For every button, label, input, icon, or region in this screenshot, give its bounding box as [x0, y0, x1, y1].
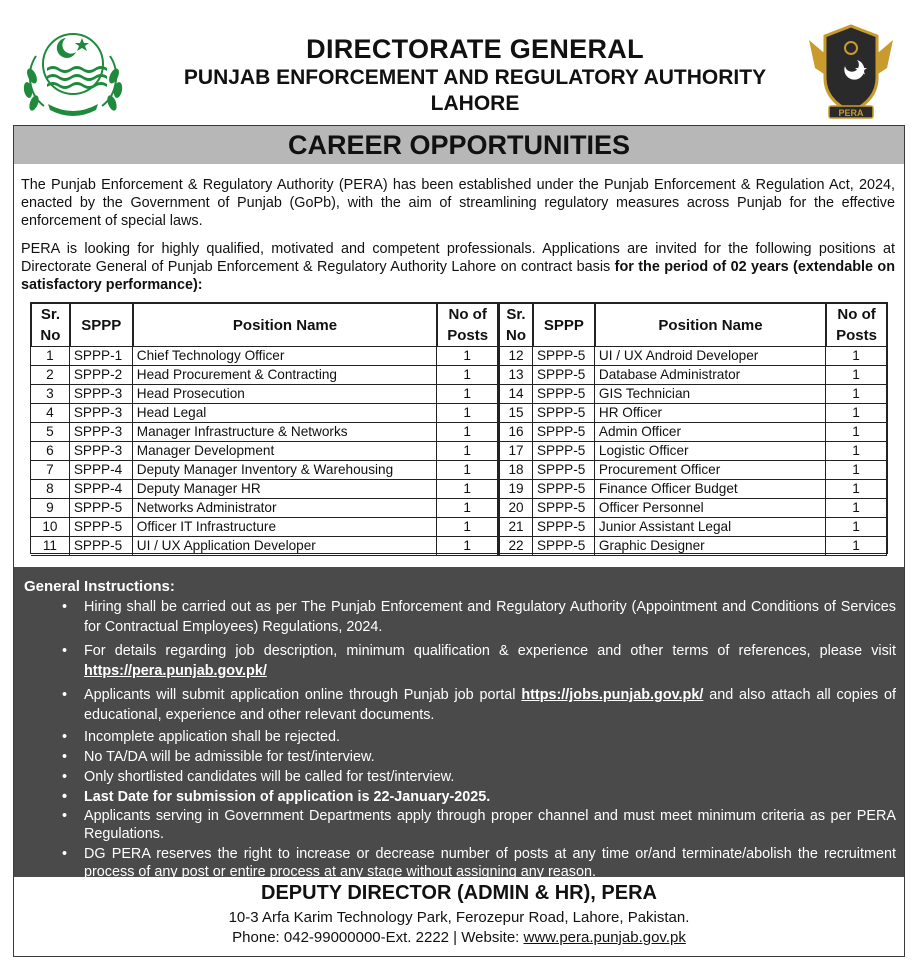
- positions-table: [30, 302, 888, 554]
- cell-sr-no: 6: [31, 442, 70, 461]
- cell-sr-no: 17: [498, 442, 533, 461]
- cell-sr-no: 3: [31, 385, 70, 404]
- pera-badge-icon: [805, 22, 897, 122]
- cell-sppp: SPPP-5: [70, 537, 133, 556]
- table-body: [31, 347, 887, 556]
- cell-position-name: Database Administrator: [595, 366, 826, 385]
- cell-sppp: SPPP-5: [533, 366, 595, 385]
- table-row: [31, 442, 887, 461]
- cell-sr-no: 1: [31, 347, 70, 366]
- cell-sr-no: 13: [498, 366, 533, 385]
- cell-position-name: Deputy Manager Inventory & Warehousing: [133, 461, 438, 480]
- instruction-item: • Only shortlisted candidates will be called for test/interview.: [62, 769, 455, 785]
- cell-sr-no: 2: [31, 366, 70, 385]
- table-row: [31, 461, 887, 480]
- cell-sr-no: 15: [498, 404, 533, 423]
- cell-no-of-posts: 1: [437, 442, 498, 461]
- cell-no-of-posts: 1: [437, 480, 498, 499]
- cell-no-of-posts: 1: [826, 499, 887, 518]
- table-row: [31, 347, 887, 366]
- table-row: [31, 404, 887, 423]
- cell-position-name: Admin Officer: [595, 423, 826, 442]
- instruction-item: • No TA/DA will be admissible for test/interview.: [62, 749, 375, 765]
- cell-no-of-posts: 1: [437, 366, 498, 385]
- cell-sppp: SPPP-5: [533, 480, 595, 499]
- cell-position-name: Head Prosecution: [133, 385, 438, 404]
- intro-paragraph-1: The Punjab Enforcement & Regulatory Authority (PERA) has been established under the Punjab Enforcement & Regulation Act, 2024, enacted by the Government of Punjab (GoPb), with the aim of streamlining regulatory measures across Punjab for the effective enforcement of special laws.: [21, 177, 895, 229]
- cell-position-name: UI / UX Application Developer: [133, 537, 438, 556]
- cell-sppp: SPPP-3: [70, 423, 133, 442]
- cell-no-of-posts: 1: [437, 385, 498, 404]
- banner-title: CAREER OPPORTUNITIES: [14, 126, 904, 164]
- cell-no-of-posts: 1: [437, 404, 498, 423]
- cell-sr-no: 22: [498, 537, 533, 556]
- cell-position-name: UI / UX Android Developer: [595, 347, 826, 366]
- cell-sr-no: 20: [498, 499, 533, 518]
- header-sppp: SPPP: [533, 303, 595, 347]
- bullet-icon: •: [62, 749, 68, 765]
- bullet-icon: •: [62, 729, 68, 745]
- cell-no-of-posts: 1: [826, 461, 887, 480]
- table-header-row: [31, 303, 887, 347]
- cell-sppp: SPPP-5: [533, 518, 595, 537]
- intro-paragraph-2-text: PERA is looking for highly qualified, motivated and competent professionals. Applications are invited for the following positions at Directorate General of Punjab Enforcement & Regulatory Authority Lahore on contract basis: [21, 241, 895, 275]
- bullet-icon: •: [62, 643, 68, 659]
- cell-no-of-posts: 1: [826, 347, 887, 366]
- cell-no-of-posts: 1: [437, 518, 498, 537]
- footer-title: DEPUTY DIRECTOR (ADMIN & HR), PERA: [261, 882, 657, 904]
- instruction-item-deadline: • Last Date for submission of application is 22-January-2025.: [62, 789, 491, 805]
- table-row: [31, 423, 887, 442]
- bullet-icon: •: [62, 769, 68, 785]
- cell-sr-no: 9: [31, 499, 70, 518]
- cell-no-of-posts: 1: [437, 423, 498, 442]
- table-row: [31, 537, 887, 556]
- cell-position-name: HR Officer: [595, 404, 826, 423]
- cell-sr-no: 18: [498, 461, 533, 480]
- punjab-government-emblem-icon: [14, 26, 132, 122]
- cell-position-name: Deputy Manager HR: [133, 480, 438, 499]
- cell-position-name: Junior Assistant Legal: [595, 518, 826, 537]
- cell-no-of-posts: 1: [826, 537, 887, 556]
- table-row: [31, 499, 887, 518]
- cell-sppp: SPPP-5: [533, 499, 595, 518]
- bullet-icon: •: [62, 789, 68, 805]
- instructions-title: General Instructions:: [24, 578, 175, 595]
- cell-no-of-posts: 1: [437, 347, 498, 366]
- table-row: [31, 366, 887, 385]
- pera-badge-text: PERA: [838, 108, 864, 118]
- cell-sppp: SPPP-3: [70, 404, 133, 423]
- cell-no-of-posts: 1: [826, 366, 887, 385]
- header-sppp: SPPP: [70, 303, 133, 347]
- cell-position-name: Networks Administrator: [133, 499, 438, 518]
- cell-sr-no: 14: [498, 385, 533, 404]
- cell-position-name: Manager Infrastructure & Networks: [133, 423, 438, 442]
- cell-sr-no: 5: [31, 423, 70, 442]
- cell-sppp: SPPP-2: [70, 366, 133, 385]
- cell-no-of-posts: 1: [826, 518, 887, 537]
- cell-sr-no: 12: [498, 347, 533, 366]
- cell-sppp: SPPP-5: [533, 423, 595, 442]
- cell-position-name: Officer IT Infrastructure: [133, 518, 438, 537]
- cell-sppp: SPPP-5: [533, 461, 595, 480]
- header-title-line3: LAHORE: [430, 92, 520, 115]
- cell-sppp: SPPP-4: [70, 461, 133, 480]
- header: [0, 0, 918, 124]
- cell-sr-no: 19: [498, 480, 533, 499]
- cell-sppp: SPPP-5: [533, 385, 595, 404]
- cell-no-of-posts: 1: [826, 480, 887, 499]
- bullet-icon: •: [62, 599, 68, 615]
- cell-position-name: Procurement Officer: [595, 461, 826, 480]
- bullet-icon: •: [62, 687, 68, 703]
- cell-no-of-posts: 1: [826, 423, 887, 442]
- instruction-item: • Applicants will submit application online through Punjab job portal https://jobs.punjab.gov.pk/ and also attach all copies of educational, experience and other relevant documents.: [62, 687, 896, 723]
- cell-sppp: SPPP-5: [533, 537, 595, 556]
- cell-sr-no: 8: [31, 480, 70, 499]
- cell-no-of-posts: 1: [826, 385, 887, 404]
- cell-sr-no: 10: [31, 518, 70, 537]
- header-sr-no: Sr. No: [498, 303, 533, 347]
- cell-sr-no: 21: [498, 518, 533, 537]
- cell-position-name: Manager Development: [133, 442, 438, 461]
- table-row: [31, 518, 887, 537]
- instruction-item: • For details regarding job description, minimum qualification & experience and other terms of references, please visit https://pera.punjab.gov.pk/: [62, 643, 896, 679]
- header-title-line1: DIRECTORATE GENERAL: [306, 34, 644, 64]
- instruction-item: • DG PERA reserves the right to increase or decrease number of posts at any time or/and terminate/abolish the recruitment process of any post or entire process at any stage without assigning any reason.: [62, 846, 896, 880]
- cell-sr-no: 11: [31, 537, 70, 556]
- cell-position-name: Graphic Designer: [595, 537, 826, 556]
- cell-no-of-posts: 1: [437, 461, 498, 480]
- instruction-item: • Hiring shall be carried out as per The Punjab Enforcement and Regulatory Authority (Appointment and Conditions of Services for Contractual Employees) Regulations, 2024.: [62, 599, 896, 635]
- footer: [14, 877, 904, 956]
- cell-position-name: Chief Technology Officer: [133, 347, 438, 366]
- cell-sppp: SPPP-3: [70, 385, 133, 404]
- instructions-list: [24, 597, 896, 881]
- footer-phone: Phone: 042-99000000-Ext. 2222 | Website:: [232, 929, 524, 946]
- bullet-icon: •: [62, 808, 68, 824]
- cell-sr-no: 7: [31, 461, 70, 480]
- cell-no-of-posts: 1: [826, 442, 887, 461]
- cell-no-of-posts: 1: [437, 537, 498, 556]
- footer-contact: [14, 929, 904, 946]
- cell-sppp: SPPP-3: [70, 442, 133, 461]
- cell-position-name: GIS Technician: [595, 385, 826, 404]
- jobs-portal-link[interactable]: https://jobs.punjab.gov.pk/: [521, 687, 704, 703]
- cell-sppp: SPPP-5: [533, 404, 595, 423]
- cell-position-name: Logistic Officer: [595, 442, 826, 461]
- cell-no-of-posts: 1: [826, 404, 887, 423]
- bullet-icon: •: [62, 846, 68, 862]
- cell-sppp: SPPP-5: [70, 499, 133, 518]
- intro-paragraph-2-bold: for the period of 02 years (extendable on satisfactory performance):: [21, 259, 896, 293]
- cell-position-name: Officer Personnel: [595, 499, 826, 518]
- table-row: [31, 480, 887, 499]
- cell-position-name: Finance Officer Budget: [595, 480, 826, 499]
- header-position-name: Position Name: [595, 303, 826, 347]
- pera-website-link[interactable]: https://pera.punjab.gov.pk/: [84, 663, 267, 679]
- cell-sr-no: 4: [31, 404, 70, 423]
- table-row: [31, 385, 887, 404]
- cell-no-of-posts: 1: [437, 499, 498, 518]
- footer-website-link[interactable]: www.pera.punjab.gov.pk: [523, 929, 686, 946]
- header-no-of-posts: No of Posts: [826, 303, 887, 347]
- header-no-of-posts: No of Posts: [437, 303, 498, 347]
- cell-sr-no: 16: [498, 423, 533, 442]
- footer-address: 10-3 Arfa Karim Technology Park, Ferozepur Road, Lahore, Pakistan.: [228, 909, 690, 926]
- cell-sppp: SPPP-5: [533, 347, 595, 366]
- header-sr-no: Sr. No: [31, 303, 70, 347]
- cell-sppp: SPPP-5: [70, 518, 133, 537]
- cell-sppp: SPPP-4: [70, 480, 133, 499]
- instruction-item: • Incomplete application shall be rejected.: [62, 729, 340, 745]
- instruction-item: • Applicants serving in Government Departments apply through proper channel and must meet minimum criteria as per PERA Regulations.: [62, 808, 896, 842]
- cell-position-name: Head Legal: [133, 404, 438, 423]
- cell-sppp: SPPP-1: [70, 347, 133, 366]
- cell-sppp: SPPP-5: [533, 442, 595, 461]
- cell-position-name: Head Procurement & Contracting: [133, 366, 438, 385]
- header-title-line2: PUNJAB ENFORCEMENT AND REGULATORY AUTHORITY: [183, 66, 767, 89]
- general-instructions: [14, 567, 904, 880]
- intro-paragraph-2: [21, 240, 895, 294]
- header-position-name: Position Name: [133, 303, 438, 347]
